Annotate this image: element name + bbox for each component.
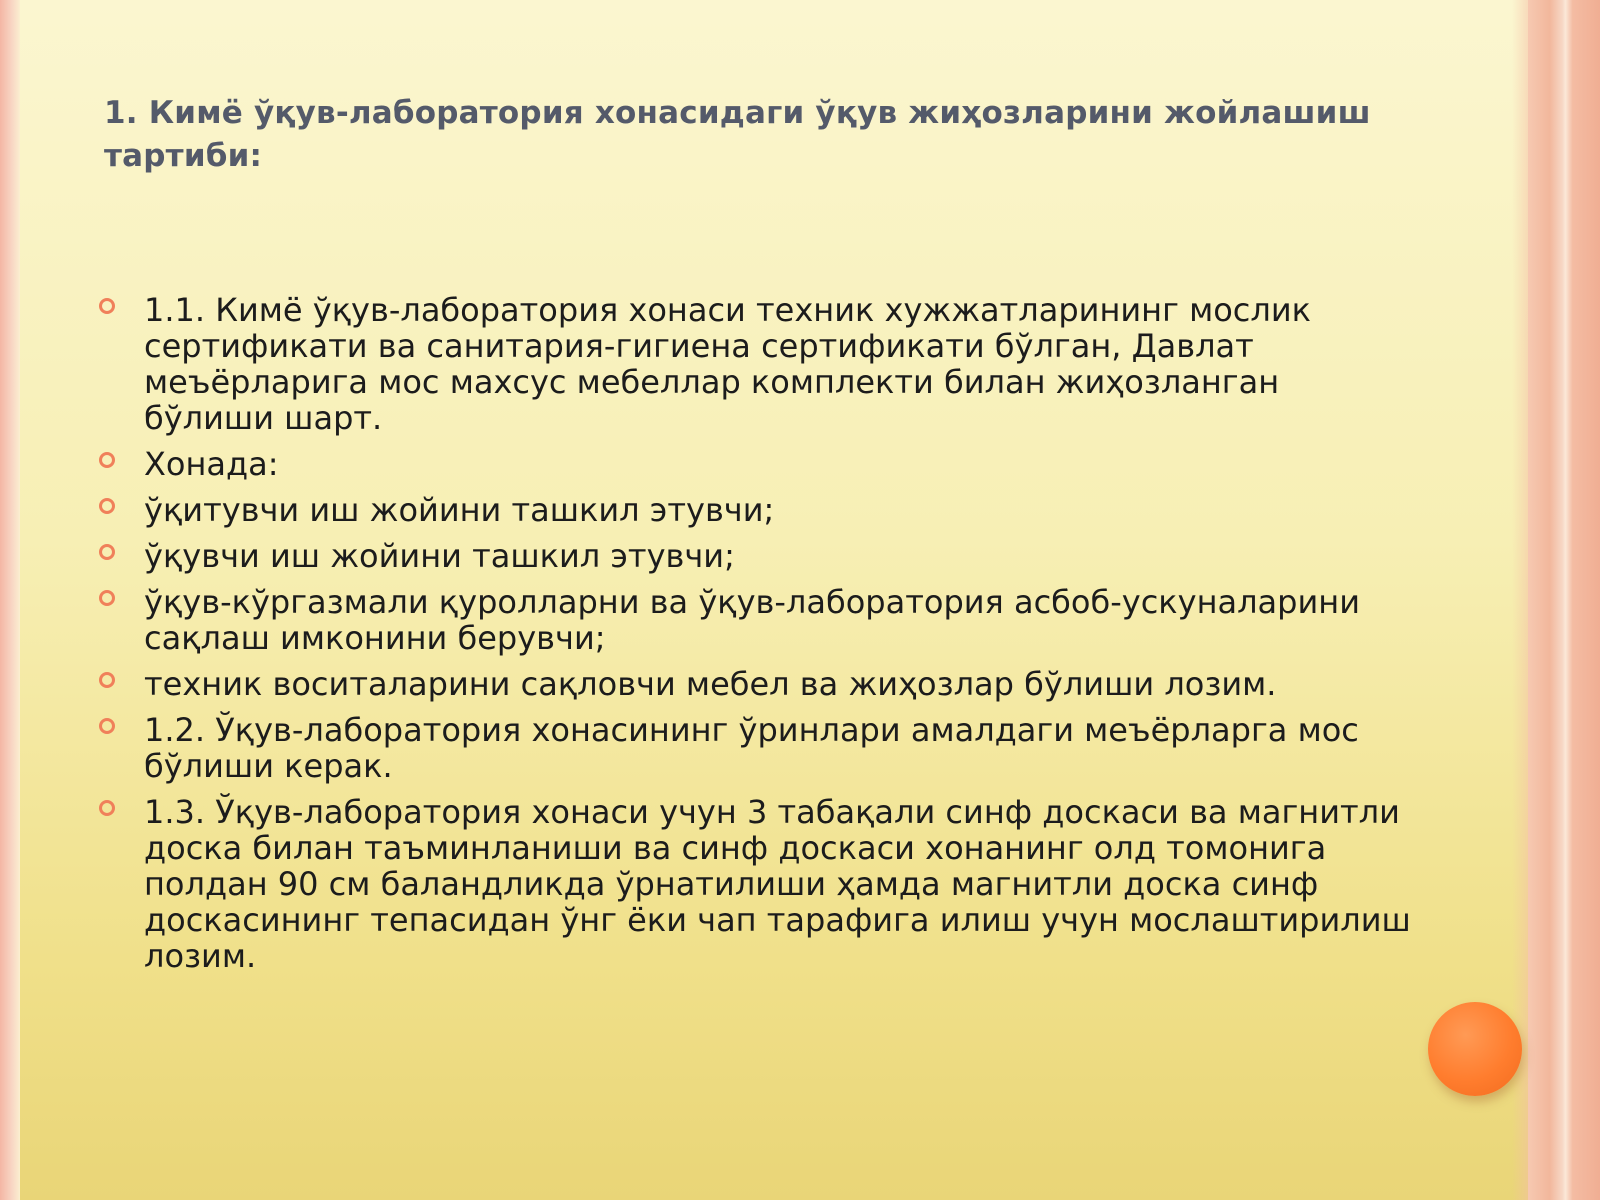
bullet-item-4 [96,538,1416,574]
bullet-text: 1.3. Ўқув-лаборатория хонаси учун 3 табақали синф доскаси ва магнитли доска билан таъминланиши ва синф доскаси хонанинг олд томонига полдан 90 см баландликда ўрнатилиши ҳамда магнитли доска синф доскасининг тепасидан ўнг ёки чап тарафига илиш учун мослаштирилиш лозим. [144,793,1411,975]
bullet-circle-icon [99,498,115,514]
bullet-text: 1.2. Ўқув-лаборатория хонасининг ўринлари амалдаги меъёрларга мос бўлиши керак. [144,711,1359,785]
orange-circle-decoration [1428,1002,1522,1096]
bullet-circle-icon [99,672,115,688]
slide-title: 1. Кимё ўқув-лаборатория хонасидаги ўқув жиҳозларини жойлашиш тартиби: [104,95,1371,174]
bullet-circle-icon [99,452,115,468]
bullet-circle-icon [99,800,115,816]
bullet-circle-icon [99,298,115,314]
right-decorative-panel [1528,0,1600,1200]
bullet-circle-icon [99,590,115,606]
bullet-circle-icon [99,718,115,734]
bullet-item-8 [96,794,1416,974]
bullet-circle-icon [99,544,115,560]
bullet-item-7 [96,712,1416,784]
bullet-item-5 [96,584,1416,656]
bullet-item-6 [96,666,1416,702]
bullet-item-1 [96,292,1416,436]
bullet-item-3 [96,492,1416,528]
bullet-list [96,292,1416,984]
left-decorative-stripe [0,0,20,1200]
bullet-text: 1.1. Кимё ўқув-лаборатория хонаси техник хужжатларининг мослик сертификати ва санитария-гигиена сертификати бўлган, Давлат меъёрларига мос махсус мебеллар комплекти билан жиҳозланган бўлиши шарт. [144,291,1311,437]
bullet-text: ўқув-кўргазмали қуролларни ва ўқув-лаборатория асбоб-ускуналарини сақлаш имконини берувчи; [144,583,1360,657]
bullet-text: ўқувчи иш жойини ташкил этувчи; [144,537,735,575]
bullet-item-2 [96,446,1416,482]
bullet-text: Хонада: [144,445,279,483]
bullet-text: техник воситаларини сақловчи мебел ва жиҳозлар бўлиши лозим. [144,665,1277,703]
bullet-text: ўқитувчи иш жойини ташкил этувчи; [144,491,775,529]
